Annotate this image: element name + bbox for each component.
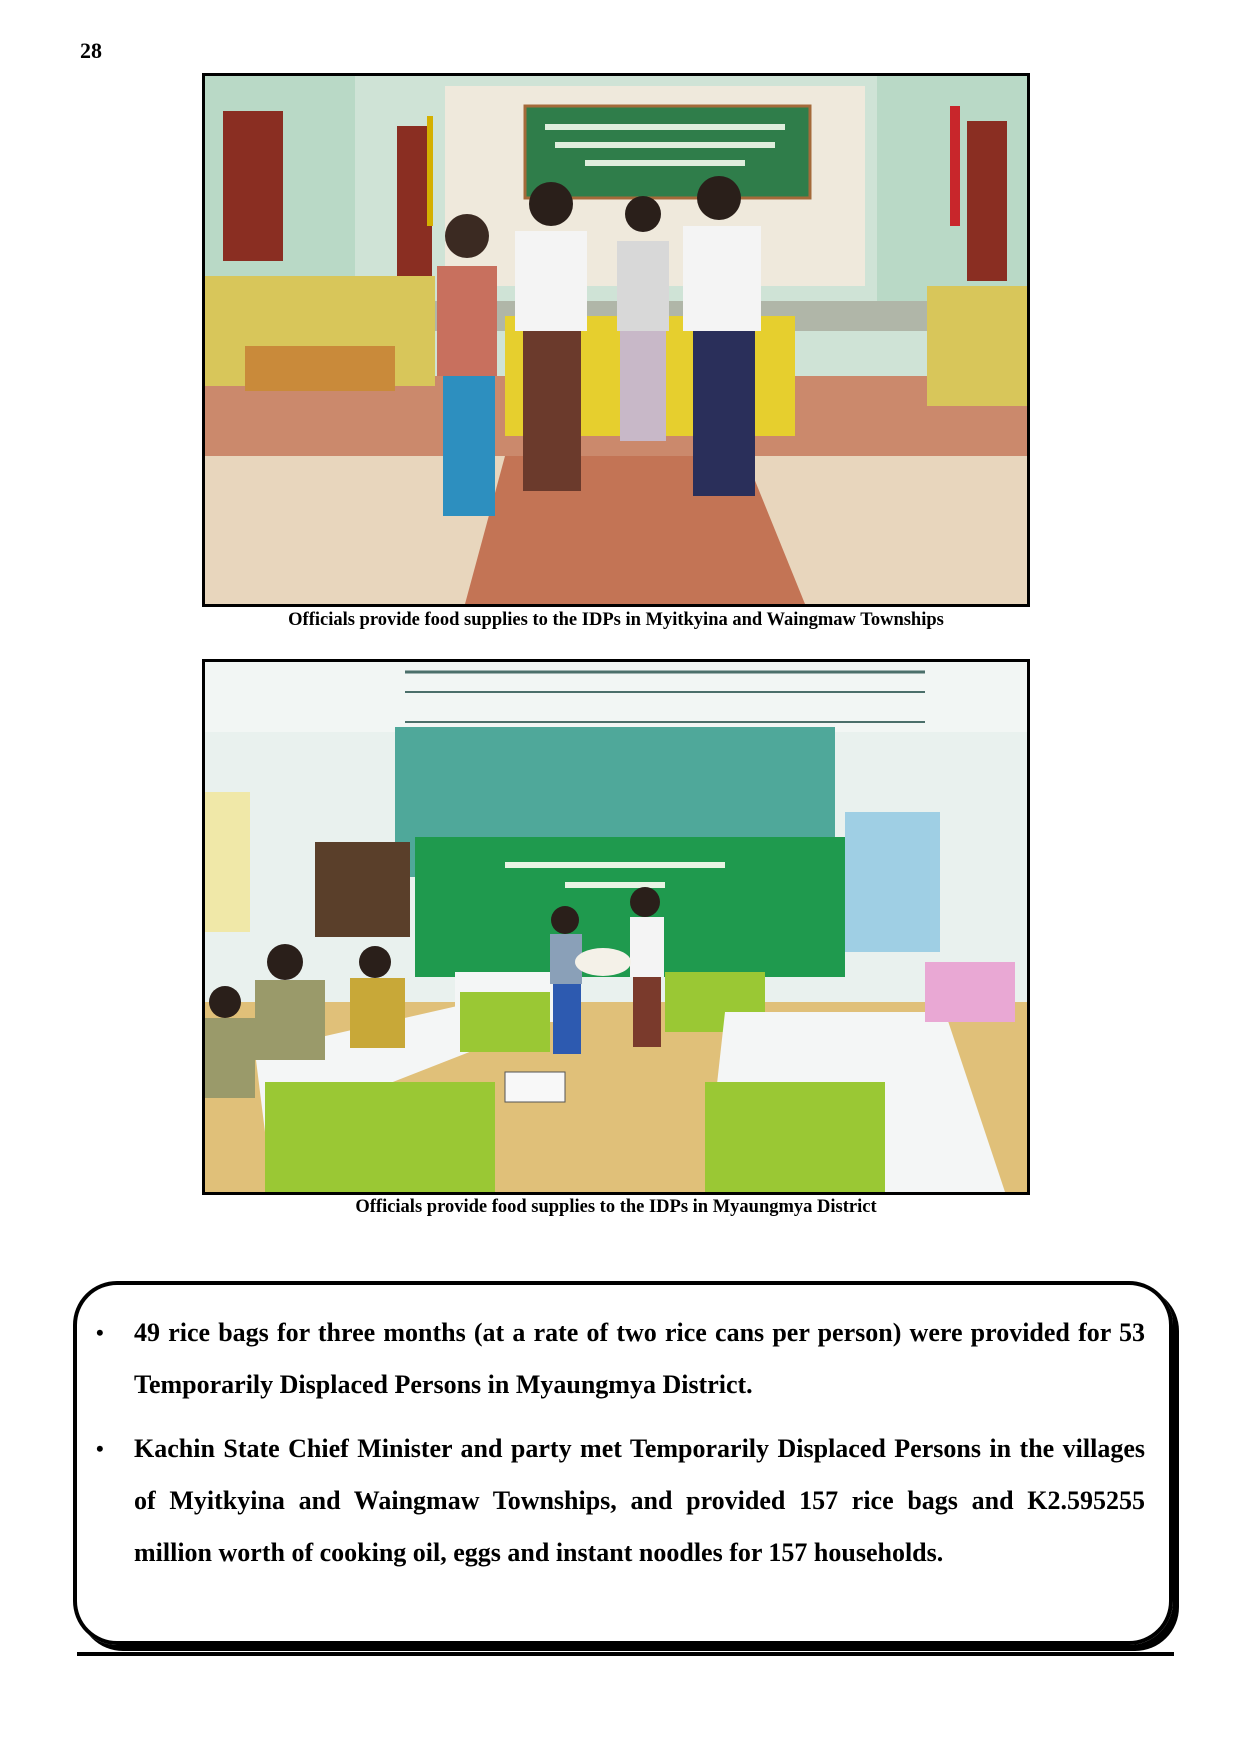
bullet-icon: • [96, 1320, 104, 1345]
list-item-text: Kachin State Chief Minister and party met Temporarily Displaced Persons in the villages of Myitkyina and Waingmaw Townships, and provided 157 rice bags and K2.595255 million worth of cooking oil, eggs and instant noodles for 157 households. [134, 1434, 1145, 1567]
page-number: 28 [80, 38, 102, 63]
photo-caption-2: Officials provide food supplies to the IDPs in Myaungmya District [355, 1197, 877, 1217]
list-item [96, 1307, 1145, 1411]
photo-meeting-room [202, 659, 1030, 1195]
bottom-rule [77, 1652, 1174, 1656]
list-item-text: 49 rice bags for three months (at a rate of two rice cans per person) were provided for 53 Temporarily Displaced Persons in Myaungmya District. [134, 1318, 1145, 1399]
list-item [96, 1423, 1145, 1579]
info-list [96, 1307, 1145, 1591]
photo-caption-1: Officials provide food supplies to the IDPs in Myitkyina and Waingmaw Townships [288, 610, 944, 630]
photo-ceremony-hall [202, 73, 1030, 607]
photo-meeting-room-rice-bag-handover-icon [205, 662, 1027, 1192]
bullet-icon: • [96, 1436, 104, 1461]
info-box [73, 1281, 1173, 1645]
photo-handover-ceremony-hall-icon [205, 76, 1027, 604]
